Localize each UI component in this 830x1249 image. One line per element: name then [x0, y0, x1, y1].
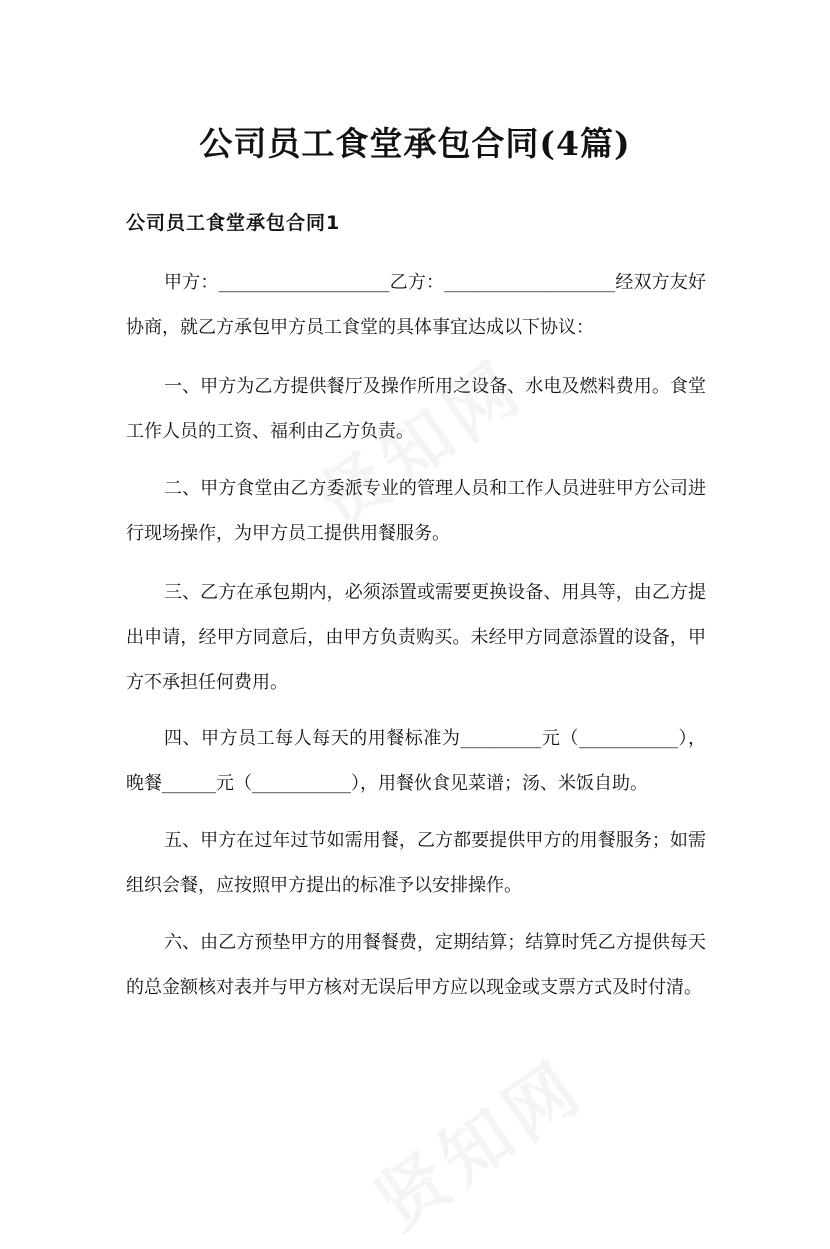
paragraph-clause-5: 五、甲方在过年过节如需用餐，乙方都要提供甲方的用餐服务；如需组织会餐，应按照甲方提出的标准予以安排操作。 — [126, 830, 706, 896]
document-title: 公司员工食堂承包合同(4篇) — [199, 124, 631, 163]
paragraph-clause-4: 四、甲方员工每人每天的用餐标准为_________元（___________），晚餐______元（___________），用餐伙食见菜谱；汤、米饭自助。 — [126, 728, 706, 794]
paragraph-clause-1: 一、甲方为乙方提供餐厅及操作所用之设备、水电及燃料费用。食堂工作人员的工资、福利由乙方负责。 — [126, 376, 706, 442]
paragraph-clause-2: 二、甲方食堂由乙方委派专业的管理人员和工作人员进驻甲方公司进行现场操作，为甲方员工提供用餐服务。 — [126, 478, 706, 544]
watermark — [352, 1032, 602, 1249]
paragraph-parties: 甲方：___________________乙方：___________________经双方友好协商，就乙方承包甲方员工食堂的具体事宜达成以下协议： — [126, 272, 706, 338]
paragraph-clause-3: 三、乙方在承包期内，必须添置或需要更换设备、用具等，由乙方提出申请，经甲方同意后，由甲方负责购买。未经甲方同意添置的设备，甲方不承担任何费用。 — [126, 582, 706, 693]
paragraph-clause-6: 六、由乙方预垫甲方的用餐餐费，定期结算；结算时凭乙方提供每天的总金额核对表并与甲方核对无误后甲方应以现金或支票方式及时付清。 — [126, 932, 706, 998]
section-title: 公司员工食堂承包合同1 — [126, 212, 341, 234]
